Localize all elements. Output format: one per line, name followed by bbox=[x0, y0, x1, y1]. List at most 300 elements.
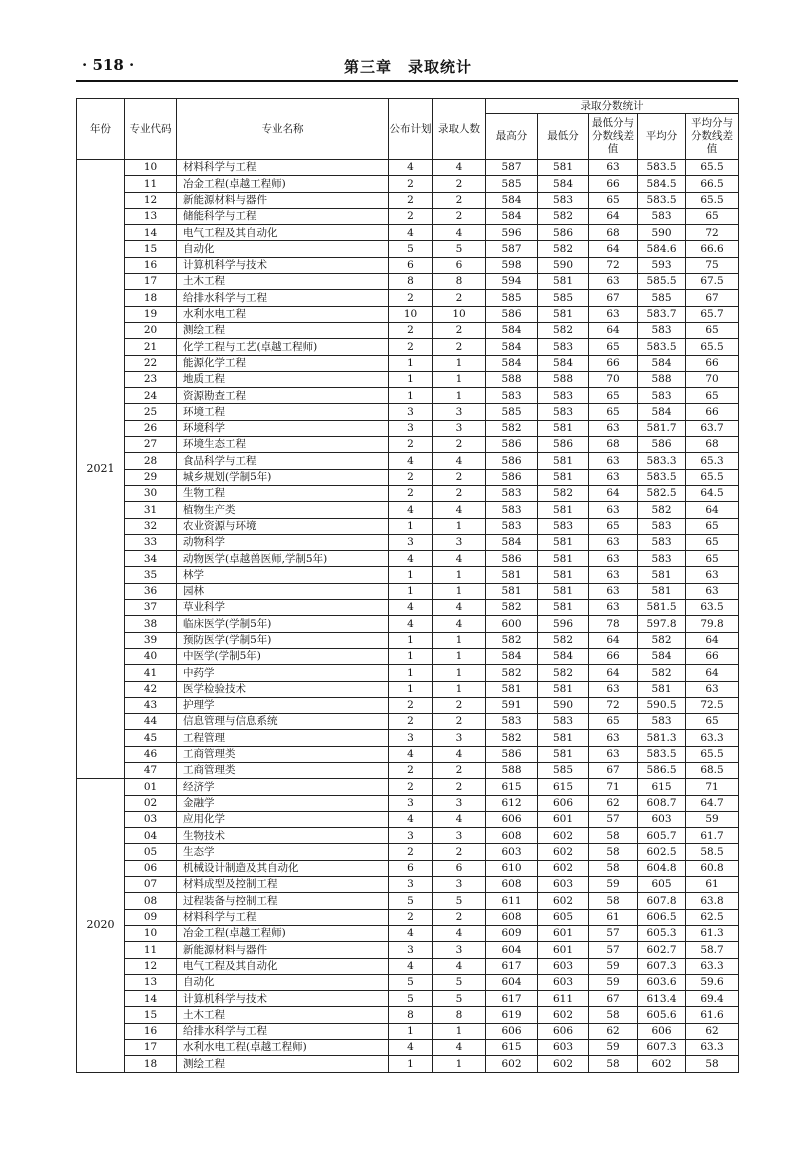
name-cell: 生物工程 bbox=[177, 485, 389, 501]
avg-cell: 583.7 bbox=[638, 306, 686, 322]
code-cell: 45 bbox=[125, 730, 177, 746]
min-diff-cell: 58 bbox=[589, 860, 638, 876]
table-row bbox=[77, 1040, 739, 1056]
min-diff-cell: 64 bbox=[589, 665, 638, 681]
max-cell: 584 bbox=[486, 322, 538, 338]
min-cell: 602 bbox=[538, 860, 589, 876]
avg-diff-cell: 71 bbox=[686, 779, 739, 795]
min-cell: 602 bbox=[538, 844, 589, 860]
table-row bbox=[77, 746, 739, 762]
admitted-cell: 4 bbox=[433, 160, 486, 176]
plan-cell: 3 bbox=[389, 877, 433, 893]
code-cell: 29 bbox=[125, 469, 177, 485]
avg-cell: 581 bbox=[638, 583, 686, 599]
name-cell: 新能源材料与器件 bbox=[177, 192, 389, 208]
name-cell: 金融学 bbox=[177, 795, 389, 811]
admitted-cell: 4 bbox=[433, 1040, 486, 1056]
avg-cell: 582 bbox=[638, 665, 686, 681]
plan-cell: 2 bbox=[389, 697, 433, 713]
table-row bbox=[77, 339, 739, 355]
avg-diff-cell: 69.4 bbox=[686, 991, 739, 1007]
min-diff-cell: 64 bbox=[589, 208, 638, 224]
admitted-cell: 2 bbox=[433, 909, 486, 925]
plan-cell: 1 bbox=[389, 518, 433, 534]
min-diff-cell: 57 bbox=[589, 942, 638, 958]
table-row bbox=[77, 942, 739, 958]
max-cell: 617 bbox=[486, 958, 538, 974]
max-cell: 586 bbox=[486, 551, 538, 567]
name-cell: 计算机科学与技术 bbox=[177, 991, 389, 1007]
header-year: 年份 bbox=[77, 99, 125, 160]
name-cell: 医学检验技术 bbox=[177, 681, 389, 697]
code-cell: 16 bbox=[125, 1023, 177, 1039]
min-diff-cell: 58 bbox=[589, 828, 638, 844]
avg-cell: 583 bbox=[638, 518, 686, 534]
table-row bbox=[77, 257, 739, 273]
admitted-cell: 1 bbox=[433, 1056, 486, 1072]
plan-cell: 3 bbox=[389, 795, 433, 811]
table-row bbox=[77, 225, 739, 241]
code-cell: 40 bbox=[125, 648, 177, 664]
admitted-cell: 1 bbox=[433, 665, 486, 681]
avg-diff-cell: 63.3 bbox=[686, 1040, 739, 1056]
plan-cell: 8 bbox=[389, 1007, 433, 1023]
plan-cell: 5 bbox=[389, 893, 433, 909]
avg-diff-cell: 65 bbox=[686, 518, 739, 534]
avg-diff-cell: 66 bbox=[686, 404, 739, 420]
name-cell: 食品科学与工程 bbox=[177, 453, 389, 469]
admitted-cell: 4 bbox=[433, 551, 486, 567]
code-cell: 36 bbox=[125, 583, 177, 599]
table-row bbox=[77, 534, 739, 550]
max-cell: 588 bbox=[486, 762, 538, 778]
code-cell: 46 bbox=[125, 746, 177, 762]
avg-cell: 583.5 bbox=[638, 746, 686, 762]
max-cell: 584 bbox=[486, 648, 538, 664]
min-diff-cell: 63 bbox=[589, 274, 638, 290]
max-cell: 596 bbox=[486, 225, 538, 241]
avg-cell: 588 bbox=[638, 371, 686, 387]
min-cell: 603 bbox=[538, 958, 589, 974]
min-diff-cell: 63 bbox=[589, 420, 638, 436]
table-row bbox=[77, 795, 739, 811]
max-cell: 585 bbox=[486, 176, 538, 192]
name-cell: 临床医学(学制5年) bbox=[177, 616, 389, 632]
header-name: 专业名称 bbox=[177, 99, 389, 160]
avg-cell: 602 bbox=[638, 1056, 686, 1072]
min-diff-cell: 67 bbox=[589, 762, 638, 778]
avg-cell: 586.5 bbox=[638, 762, 686, 778]
name-cell: 土木工程 bbox=[177, 1007, 389, 1023]
avg-diff-cell: 60.8 bbox=[686, 860, 739, 876]
min-cell: 581 bbox=[538, 469, 589, 485]
avg-diff-cell: 63 bbox=[686, 567, 739, 583]
code-cell: 43 bbox=[125, 697, 177, 713]
code-cell: 18 bbox=[125, 1056, 177, 1072]
min-diff-cell: 63 bbox=[589, 746, 638, 762]
plan-cell: 1 bbox=[389, 648, 433, 664]
code-cell: 11 bbox=[125, 176, 177, 192]
avg-cell: 597.8 bbox=[638, 616, 686, 632]
avg-cell: 582.5 bbox=[638, 485, 686, 501]
min-cell: 582 bbox=[538, 322, 589, 338]
avg-cell: 607.3 bbox=[638, 1040, 686, 1056]
plan-cell: 4 bbox=[389, 811, 433, 827]
min-diff-cell: 59 bbox=[589, 958, 638, 974]
plan-cell: 5 bbox=[389, 991, 433, 1007]
plan-cell: 3 bbox=[389, 420, 433, 436]
min-diff-cell: 65 bbox=[589, 518, 638, 534]
avg-diff-cell: 64.7 bbox=[686, 795, 739, 811]
avg-cell: 583 bbox=[638, 551, 686, 567]
code-cell: 20 bbox=[125, 322, 177, 338]
avg-diff-cell: 63.7 bbox=[686, 420, 739, 436]
page-number: · 518 · bbox=[82, 56, 135, 74]
avg-diff-cell: 67 bbox=[686, 290, 739, 306]
table-row bbox=[77, 632, 739, 648]
table-row bbox=[77, 779, 739, 795]
name-cell: 工商管理类 bbox=[177, 762, 389, 778]
min-cell: 605 bbox=[538, 909, 589, 925]
plan-cell: 4 bbox=[389, 1040, 433, 1056]
name-cell: 冶金工程(卓越工程师) bbox=[177, 925, 389, 941]
code-cell: 11 bbox=[125, 942, 177, 958]
avg-diff-cell: 65 bbox=[686, 388, 739, 404]
min-cell: 581 bbox=[538, 551, 589, 567]
min-cell: 585 bbox=[538, 290, 589, 306]
max-cell: 600 bbox=[486, 616, 538, 632]
max-cell: 603 bbox=[486, 844, 538, 860]
plan-cell: 1 bbox=[389, 665, 433, 681]
min-diff-cell: 57 bbox=[589, 811, 638, 827]
avg-diff-cell: 65 bbox=[686, 714, 739, 730]
min-diff-cell: 63 bbox=[589, 730, 638, 746]
header-min-diff: 最低分与分数线差值 bbox=[589, 114, 638, 160]
header-avg-diff: 平均分与分数线差值 bbox=[686, 114, 739, 160]
table-row bbox=[77, 502, 739, 518]
code-cell: 13 bbox=[125, 974, 177, 990]
plan-cell: 1 bbox=[389, 1056, 433, 1072]
avg-cell: 615 bbox=[638, 779, 686, 795]
avg-cell: 605.3 bbox=[638, 925, 686, 941]
plan-cell: 2 bbox=[389, 322, 433, 338]
table-row bbox=[77, 192, 739, 208]
max-cell: 608 bbox=[486, 828, 538, 844]
name-cell: 中医学(学制5年) bbox=[177, 648, 389, 664]
min-diff-cell: 64 bbox=[589, 241, 638, 257]
avg-cell: 583.5 bbox=[638, 160, 686, 176]
name-cell: 水利水电工程(卓越工程师) bbox=[177, 1040, 389, 1056]
name-cell: 园林 bbox=[177, 583, 389, 599]
code-cell: 22 bbox=[125, 355, 177, 371]
admitted-cell: 1 bbox=[433, 518, 486, 534]
table-row bbox=[77, 322, 739, 338]
min-cell: 581 bbox=[538, 306, 589, 322]
admitted-cell: 2 bbox=[433, 779, 486, 795]
admitted-cell: 4 bbox=[433, 616, 486, 632]
avg-diff-cell: 63.8 bbox=[686, 893, 739, 909]
code-cell: 30 bbox=[125, 485, 177, 501]
plan-cell: 1 bbox=[389, 567, 433, 583]
table-row bbox=[77, 404, 739, 420]
plan-cell: 4 bbox=[389, 746, 433, 762]
avg-cell: 606.5 bbox=[638, 909, 686, 925]
table-row bbox=[77, 567, 739, 583]
table-row bbox=[77, 681, 739, 697]
table-row bbox=[77, 665, 739, 681]
avg-diff-cell: 63 bbox=[686, 681, 739, 697]
table-row bbox=[77, 241, 739, 257]
code-cell: 28 bbox=[125, 453, 177, 469]
max-cell: 584 bbox=[486, 208, 538, 224]
avg-cell: 581.7 bbox=[638, 420, 686, 436]
min-cell: 581 bbox=[538, 681, 589, 697]
min-cell: 581 bbox=[538, 746, 589, 762]
code-cell: 17 bbox=[125, 1040, 177, 1056]
min-cell: 583 bbox=[538, 714, 589, 730]
avg-cell: 606 bbox=[638, 1023, 686, 1039]
avg-cell: 582 bbox=[638, 502, 686, 518]
plan-cell: 3 bbox=[389, 730, 433, 746]
name-cell: 自动化 bbox=[177, 974, 389, 990]
plan-cell: 3 bbox=[389, 534, 433, 550]
admitted-cell: 8 bbox=[433, 274, 486, 290]
max-cell: 611 bbox=[486, 893, 538, 909]
name-cell: 自动化 bbox=[177, 241, 389, 257]
name-cell: 经济学 bbox=[177, 779, 389, 795]
avg-cell: 585.5 bbox=[638, 274, 686, 290]
plan-cell: 4 bbox=[389, 958, 433, 974]
avg-diff-cell: 63 bbox=[686, 583, 739, 599]
admitted-cell: 3 bbox=[433, 730, 486, 746]
min-cell: 581 bbox=[538, 160, 589, 176]
table-row bbox=[77, 974, 739, 990]
min-cell: 581 bbox=[538, 600, 589, 616]
max-cell: 581 bbox=[486, 567, 538, 583]
table-row bbox=[77, 371, 739, 387]
min-cell: 583 bbox=[538, 388, 589, 404]
table-row bbox=[77, 958, 739, 974]
avg-diff-cell: 64.5 bbox=[686, 485, 739, 501]
avg-cell: 604.8 bbox=[638, 860, 686, 876]
plan-cell: 5 bbox=[389, 974, 433, 990]
code-cell: 19 bbox=[125, 306, 177, 322]
admitted-cell: 4 bbox=[433, 746, 486, 762]
min-diff-cell: 62 bbox=[589, 1023, 638, 1039]
name-cell: 林学 bbox=[177, 567, 389, 583]
table-row bbox=[77, 176, 739, 192]
min-cell: 583 bbox=[538, 192, 589, 208]
name-cell: 给排水科学与工程 bbox=[177, 1023, 389, 1039]
name-cell: 冶金工程(卓越工程师) bbox=[177, 176, 389, 192]
plan-cell: 5 bbox=[389, 241, 433, 257]
name-cell: 预防医学(学制5年) bbox=[177, 632, 389, 648]
table-row bbox=[77, 469, 739, 485]
min-diff-cell: 72 bbox=[589, 257, 638, 273]
avg-cell: 584 bbox=[638, 648, 686, 664]
min-cell: 581 bbox=[538, 534, 589, 550]
max-cell: 586 bbox=[486, 746, 538, 762]
code-cell: 17 bbox=[125, 274, 177, 290]
plan-cell: 4 bbox=[389, 453, 433, 469]
code-cell: 21 bbox=[125, 339, 177, 355]
min-cell: 602 bbox=[538, 1056, 589, 1072]
max-cell: 581 bbox=[486, 681, 538, 697]
name-cell: 计算机科学与技术 bbox=[177, 257, 389, 273]
min-cell: 582 bbox=[538, 665, 589, 681]
max-cell: 588 bbox=[486, 371, 538, 387]
avg-diff-cell: 65 bbox=[686, 534, 739, 550]
max-cell: 609 bbox=[486, 925, 538, 941]
avg-diff-cell: 62.5 bbox=[686, 909, 739, 925]
admitted-cell: 5 bbox=[433, 893, 486, 909]
code-cell: 09 bbox=[125, 909, 177, 925]
min-diff-cell: 67 bbox=[589, 290, 638, 306]
avg-cell: 583.5 bbox=[638, 192, 686, 208]
min-diff-cell: 72 bbox=[589, 697, 638, 713]
code-cell: 25 bbox=[125, 404, 177, 420]
min-diff-cell: 68 bbox=[589, 437, 638, 453]
table-row bbox=[77, 762, 739, 778]
name-cell: 环境生态工程 bbox=[177, 437, 389, 453]
plan-cell: 2 bbox=[389, 762, 433, 778]
max-cell: 615 bbox=[486, 1040, 538, 1056]
max-cell: 586 bbox=[486, 306, 538, 322]
year-cell: 2020 bbox=[77, 779, 125, 1072]
avg-cell: 603.6 bbox=[638, 974, 686, 990]
plan-cell: 10 bbox=[389, 306, 433, 322]
table-row bbox=[77, 991, 739, 1007]
plan-cell: 2 bbox=[389, 469, 433, 485]
max-cell: 604 bbox=[486, 942, 538, 958]
min-diff-cell: 66 bbox=[589, 648, 638, 664]
avg-diff-cell: 65.7 bbox=[686, 306, 739, 322]
table-row bbox=[77, 811, 739, 827]
min-diff-cell: 65 bbox=[589, 714, 638, 730]
avg-diff-cell: 58 bbox=[686, 1056, 739, 1072]
max-cell: 582 bbox=[486, 600, 538, 616]
table-row bbox=[77, 600, 739, 616]
min-cell: 602 bbox=[538, 828, 589, 844]
plan-cell: 4 bbox=[389, 925, 433, 941]
admitted-cell: 3 bbox=[433, 828, 486, 844]
min-diff-cell: 57 bbox=[589, 925, 638, 941]
name-cell: 信息管理与信息系统 bbox=[177, 714, 389, 730]
min-cell: 601 bbox=[538, 811, 589, 827]
plan-cell: 1 bbox=[389, 1023, 433, 1039]
avg-cell: 602.5 bbox=[638, 844, 686, 860]
table-row bbox=[77, 551, 739, 567]
admitted-cell: 10 bbox=[433, 306, 486, 322]
plan-cell: 2 bbox=[389, 779, 433, 795]
avg-cell: 583 bbox=[638, 714, 686, 730]
code-cell: 15 bbox=[125, 241, 177, 257]
code-cell: 15 bbox=[125, 1007, 177, 1023]
avg-cell: 583 bbox=[638, 388, 686, 404]
min-cell: 582 bbox=[538, 208, 589, 224]
admitted-cell: 2 bbox=[433, 844, 486, 860]
avg-diff-cell: 65.3 bbox=[686, 453, 739, 469]
plan-cell: 2 bbox=[389, 339, 433, 355]
name-cell: 机械设计制造及其自动化 bbox=[177, 860, 389, 876]
name-cell: 动物医学(卓越兽医师,学制5年) bbox=[177, 551, 389, 567]
avg-cell: 586 bbox=[638, 437, 686, 453]
min-cell: 581 bbox=[538, 274, 589, 290]
max-cell: 585 bbox=[486, 290, 538, 306]
table-row bbox=[77, 518, 739, 534]
max-cell: 582 bbox=[486, 665, 538, 681]
table-row bbox=[77, 583, 739, 599]
code-cell: 14 bbox=[125, 991, 177, 1007]
table-row bbox=[77, 909, 739, 925]
plan-cell: 4 bbox=[389, 502, 433, 518]
header-min: 最低分 bbox=[538, 114, 589, 160]
avg-diff-cell: 72 bbox=[686, 225, 739, 241]
avg-cell: 584.5 bbox=[638, 176, 686, 192]
plan-cell: 6 bbox=[389, 860, 433, 876]
min-cell: 584 bbox=[538, 648, 589, 664]
avg-diff-cell: 65 bbox=[686, 322, 739, 338]
admitted-cell: 4 bbox=[433, 453, 486, 469]
table-row bbox=[77, 714, 739, 730]
name-cell: 工程管理 bbox=[177, 730, 389, 746]
avg-diff-cell: 65.5 bbox=[686, 160, 739, 176]
code-cell: 23 bbox=[125, 371, 177, 387]
admitted-cell: 4 bbox=[433, 925, 486, 941]
max-cell: 606 bbox=[486, 1023, 538, 1039]
admitted-cell: 1 bbox=[433, 567, 486, 583]
min-cell: 583 bbox=[538, 518, 589, 534]
max-cell: 606 bbox=[486, 811, 538, 827]
avg-diff-cell: 65.5 bbox=[686, 746, 739, 762]
code-cell: 10 bbox=[125, 160, 177, 176]
plan-cell: 2 bbox=[389, 192, 433, 208]
code-cell: 42 bbox=[125, 681, 177, 697]
max-cell: 584 bbox=[486, 192, 538, 208]
min-diff-cell: 63 bbox=[589, 160, 638, 176]
code-cell: 05 bbox=[125, 844, 177, 860]
code-cell: 26 bbox=[125, 420, 177, 436]
code-cell: 12 bbox=[125, 192, 177, 208]
name-cell: 农业资源与环境 bbox=[177, 518, 389, 534]
min-diff-cell: 58 bbox=[589, 1007, 638, 1023]
name-cell: 土木工程 bbox=[177, 274, 389, 290]
name-cell: 给排水科学与工程 bbox=[177, 290, 389, 306]
avg-diff-cell: 72.5 bbox=[686, 697, 739, 713]
min-cell: 581 bbox=[538, 453, 589, 469]
min-diff-cell: 63 bbox=[589, 469, 638, 485]
min-cell: 585 bbox=[538, 762, 589, 778]
code-cell: 47 bbox=[125, 762, 177, 778]
min-diff-cell: 58 bbox=[589, 844, 638, 860]
name-cell: 过程装备与控制工程 bbox=[177, 893, 389, 909]
avg-cell: 581 bbox=[638, 567, 686, 583]
min-diff-cell: 63 bbox=[589, 567, 638, 583]
min-diff-cell: 63 bbox=[589, 600, 638, 616]
admitted-cell: 2 bbox=[433, 290, 486, 306]
max-cell: 583 bbox=[486, 714, 538, 730]
plan-cell: 1 bbox=[389, 632, 433, 648]
min-cell: 601 bbox=[538, 925, 589, 941]
table-row bbox=[77, 1007, 739, 1023]
max-cell: 591 bbox=[486, 697, 538, 713]
avg-diff-cell: 62 bbox=[686, 1023, 739, 1039]
admitted-cell: 4 bbox=[433, 225, 486, 241]
avg-cell: 581.5 bbox=[638, 600, 686, 616]
header-avg: 平均分 bbox=[638, 114, 686, 160]
min-cell: 603 bbox=[538, 877, 589, 893]
table-row bbox=[77, 648, 739, 664]
